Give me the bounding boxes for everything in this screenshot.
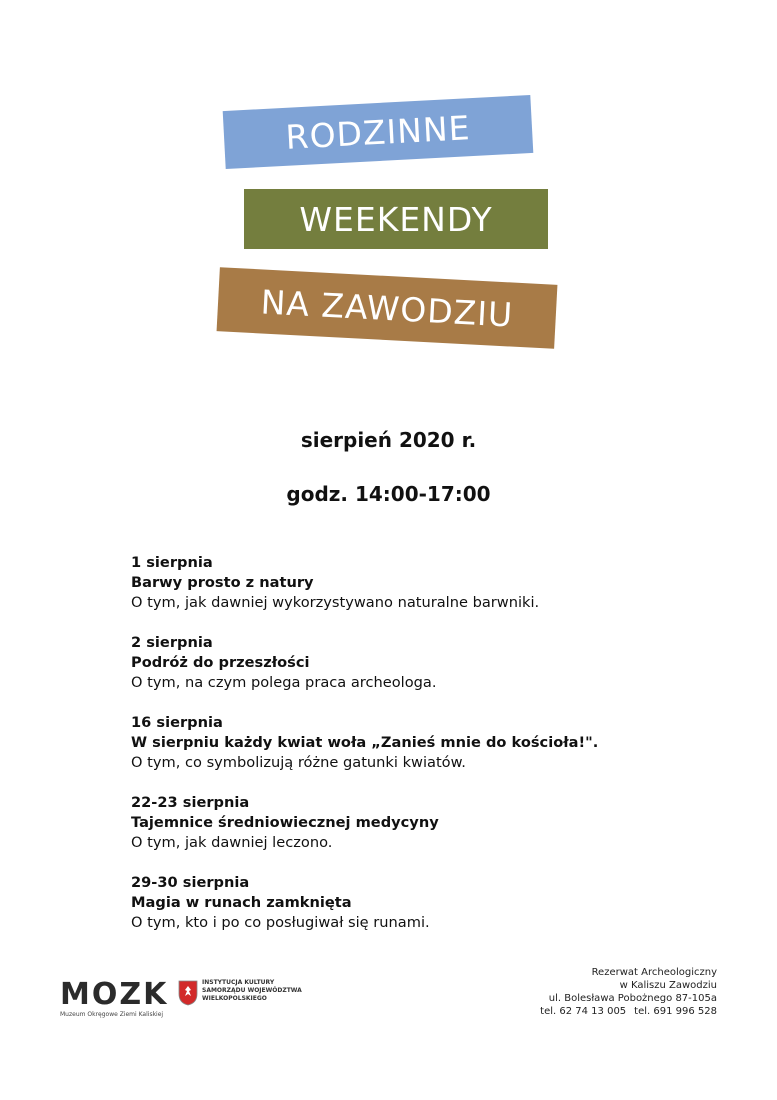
mozk-logo-caption: Muzeum Okręgowe Ziemi Kaliskiej [60, 1011, 164, 1018]
event-date: 16 sierpnia [131, 714, 223, 731]
event-title: Barwy prosto z natury [131, 574, 314, 591]
event-title: Podróż do przeszłości [131, 654, 310, 671]
event-description: O tym, co symbolizują różne gatunki kwiatów. [131, 754, 466, 771]
banner-rodzinne [223, 95, 534, 169]
event-description: O tym, kto i po co posługiwał się runami. [131, 914, 430, 931]
banner-na-zawodziu-text: NA ZAWODZIU [259, 281, 515, 335]
institution-line: WIELKOPOLSKIEGO [202, 995, 267, 1002]
event-date: 22-23 sierpnia [131, 794, 250, 811]
event-title: Tajemnice średniowiecznej medycyny [131, 814, 439, 831]
event-item [131, 713, 691, 773]
event-date: 2 sierpnia [131, 634, 213, 651]
phone-1: tel. 62 74 13 005 [540, 1006, 627, 1017]
institution-line: SAMORZĄDU WOJEWÓDZTWA [202, 987, 302, 994]
event-hours: godz. 14:00-17:00 [286, 482, 491, 506]
phone-2: tel. 691 996 528 [634, 1006, 717, 1017]
event-item [131, 633, 691, 693]
address-phones [540, 1005, 717, 1018]
event-date: 29-30 sierpnia [131, 874, 250, 891]
event-item [131, 553, 691, 613]
event-item [131, 793, 691, 853]
event-title: Magia w runach zamknięta [131, 894, 352, 911]
banner-weekendy-text: WEEKENDY [299, 199, 493, 239]
institution-label [202, 979, 312, 1003]
banner-rodzinne-text: RODZINNE [284, 107, 472, 157]
address-line: w Kaliszu Zawodziu [619, 980, 717, 991]
event-month: sierpień 2020 r. [300, 428, 477, 452]
event-description: O tym, jak dawniej leczono. [131, 834, 333, 851]
banner-weekendy [244, 189, 548, 249]
event-item [131, 873, 691, 933]
events-list [131, 553, 691, 953]
address-line: Rezerwat Archeologiczny [591, 967, 717, 978]
address-line: ul. Bolesława Pobożnego 87-105a [548, 993, 717, 1004]
event-title: W sierpniu każdy kwiat woła „Zanieś mnie do kościoła!". [131, 734, 599, 751]
address-block [540, 966, 717, 1018]
mozk-logo: MOZK [60, 977, 169, 1012]
event-description: O tym, jak dawniej wykorzystywano naturalne barwniki. [131, 594, 540, 611]
wielkopolska-crest-icon [178, 980, 198, 1006]
institution-line: INSTYTUCJA KULTURY [202, 979, 275, 986]
event-description: O tym, na czym polega praca archeologa. [131, 674, 437, 691]
banner-na-zawodziu [217, 267, 558, 349]
event-date: 1 sierpnia [131, 554, 213, 571]
